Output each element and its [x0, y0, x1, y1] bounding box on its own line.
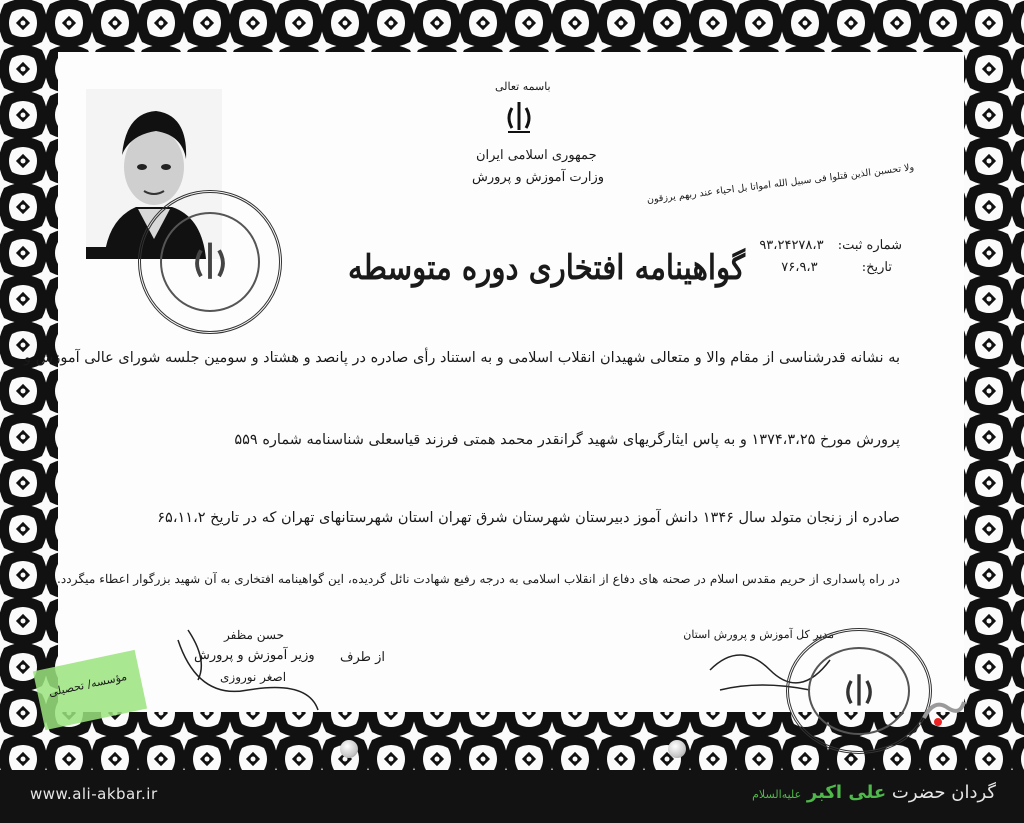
- org-line-1: جمهوری اسلامی ایران: [476, 148, 597, 163]
- number-row: [759, 238, 902, 253]
- signature-scribble-left: [168, 620, 328, 720]
- date-label: تاریخ:: [861, 260, 892, 275]
- seal-inner-bottom: [808, 647, 910, 735]
- body-line-2: پرورش مورخ ۱۳۷۴،۳،۲۵ و به پاس ایثارگریهای شهید گرانقدر محمد همتی فرزند قیاسعلی شناسنامه شماره ۵۵۹: [234, 432, 900, 448]
- pin-tack-left: [340, 740, 358, 758]
- signature-right: مدیر کل آموزش و پرورش استان: [683, 628, 834, 641]
- signature-left-title: وزیر آموزش و پرورش: [194, 648, 315, 663]
- body-line-4: در راه پاسداری از حریم مقدس اسلام در صحنه های دفاع از انقلاب اسلامی به درجه رفیع شهادت نائل گردیده، این گواهینامه افتخاری به آن شهید بزرگوار اعطاء میگردد.: [57, 572, 900, 586]
- signature-from: از طرف: [340, 650, 386, 665]
- brand-mark: علیه‌السلام: [752, 788, 802, 801]
- official-seal-top: [138, 190, 282, 334]
- brand-title: [752, 782, 996, 803]
- watermark-logo: [918, 692, 970, 728]
- brand-prefix: گردان حضرت: [891, 782, 996, 803]
- body-line-3: صادره از زنجان متولد سال ۱۳۴۶ دانش آموز دبیرستان شهرستان شرق تهران استان شهرستانهای تهران که در تاریخ ۶۵،۱۱،۲: [157, 510, 900, 526]
- body-line-1: به نشانه قدرشناسی از مقام والا و متعالی شهیدان انقلاب اسلامی و به استناد رأی صادره در پانصد و هشتاد و سومین جلسه شورای عالی آموزش و: [24, 350, 900, 366]
- pin-tack-right: [668, 740, 686, 758]
- seal-emblem-icon: [842, 672, 876, 710]
- org-line-2: وزارت آموزش و پرورش: [472, 170, 605, 185]
- date-value: ۷۶،۹،۳: [781, 260, 818, 275]
- official-seal-bottom: [786, 628, 932, 754]
- number-value: ۹۳،۲۴۲۷۸،۳: [759, 238, 824, 253]
- quran-verse: ولا تحسبن الذین قتلوا فی سبیل الله امواتا بل احیاء عند ربهم یرزقون: [646, 162, 915, 206]
- website-url[interactable]: www.ali-akbar.ir: [30, 785, 158, 803]
- seal-inner: [160, 212, 261, 313]
- seal-emblem-icon: [190, 240, 230, 284]
- sticky-note-text: مؤسسه/ تحصیلی: [47, 669, 129, 700]
- bismillah: باسمه تعالی: [495, 80, 551, 93]
- signature-left-name2: اصغر نوروزی: [220, 670, 287, 684]
- certificate-title: گواهینامه افتخاری دوره متوسطه: [348, 248, 746, 288]
- signature-left-name: حسن مظفر: [224, 628, 285, 642]
- brand-accent: علی اکبر: [806, 782, 887, 803]
- date-row: [781, 260, 892, 275]
- iran-emblem-icon: [504, 100, 534, 134]
- footer-bar: [0, 770, 1024, 823]
- number-label: شماره ثبت:: [837, 238, 902, 253]
